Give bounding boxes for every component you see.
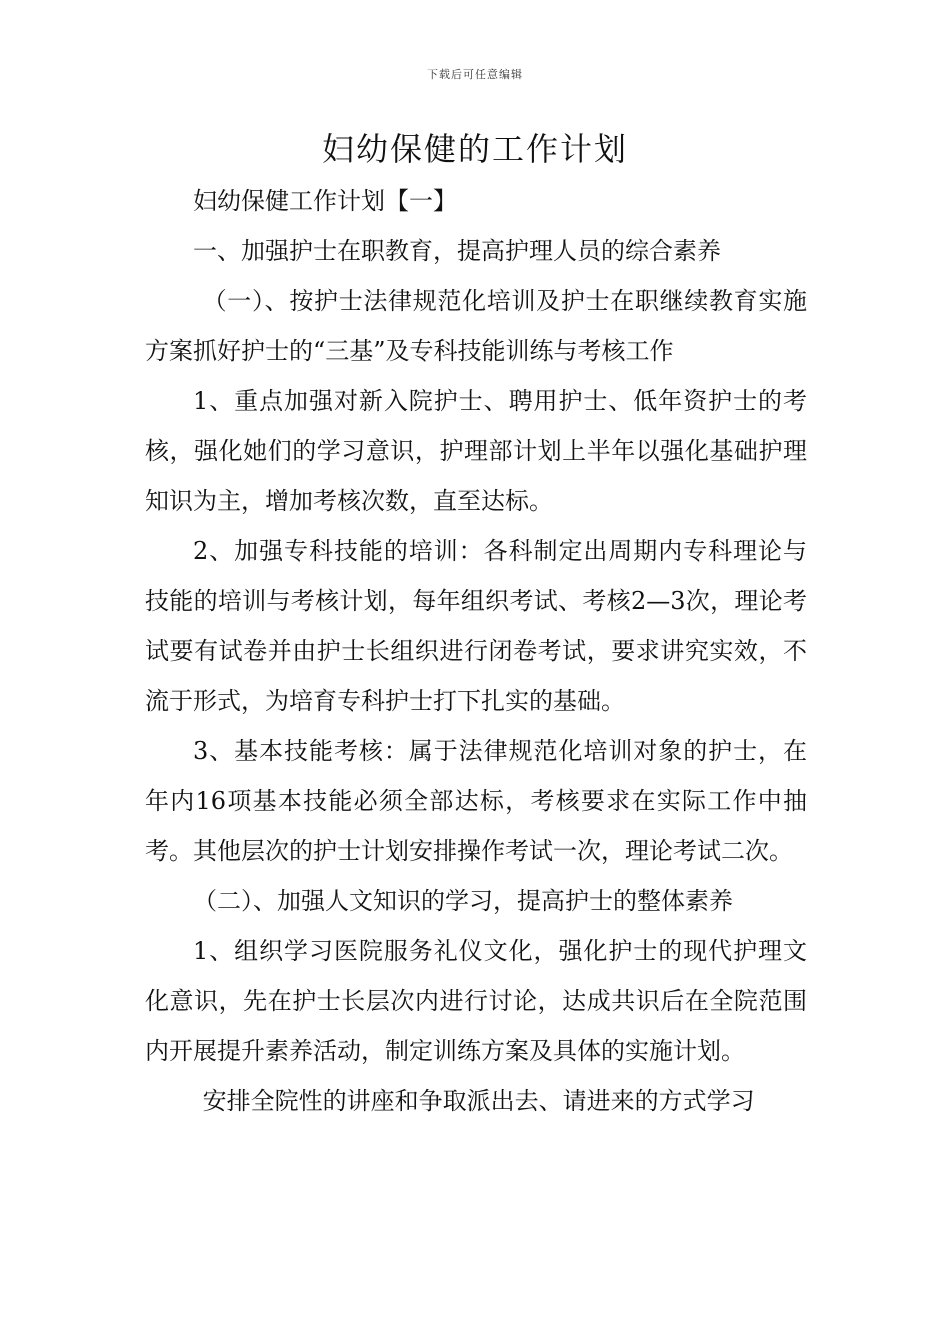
body-paragraph: 1、重点加强对新入院护士、聘用护士、低年资护士的考核，强化她们的学习意识，护理部计划上半年以强化基础护理知识为主，增加考核次数，直至达标。 xyxy=(145,387,807,515)
section-heading: 一、加强护士在职教育，提高护理人员的综合素养 xyxy=(193,237,721,265)
document-title: 妇幼保健的工作计划 xyxy=(321,130,628,168)
header-note: 下载后可任意编辑 xyxy=(427,68,523,81)
body-paragraph: 安排全院性的讲座和争取派出去、请进来的方式学习 xyxy=(202,1087,755,1115)
body-paragraph: 2、加强专科技能的培训：各科制定出周期内专科理论与技能的培训与考核计划，每年组织考试、考核2—3次，理论考试要有试卷并由护士长组织进行闭卷考试，要求讲究实效，不流于形式，为培育专科护士打下扎实的基础。 xyxy=(145,537,807,715)
section-heading: 妇幼保健工作计划【一】 xyxy=(193,187,457,215)
body-paragraph: 1、组织学习医院服务礼仪文化，强化护士的现代护理文化意识，先在护士长层次内进行讨论，达成共识后在全院范围内开展提升素养活动，制定训练方案及具体的实施计划。 xyxy=(145,937,807,1065)
body-paragraph: 3、基本技能考核：属于法律规范化培训对象的护士，在年内16项基本技能必须全部达标，考核要求在实际工作中抽考。其他层次的护士计划安排操作考试一次，理论考试二次。 xyxy=(145,737,807,865)
subsection-heading: （二）、加强人文知识的学习，提高护士的整体素养 xyxy=(193,887,733,915)
document-body xyxy=(145,176,807,1126)
subsection-heading: （一）、按护士法律规范化培训及护士在职继续教育实施方案抓好护士的“三基”及专科技能训练与考核工作 xyxy=(145,287,807,365)
